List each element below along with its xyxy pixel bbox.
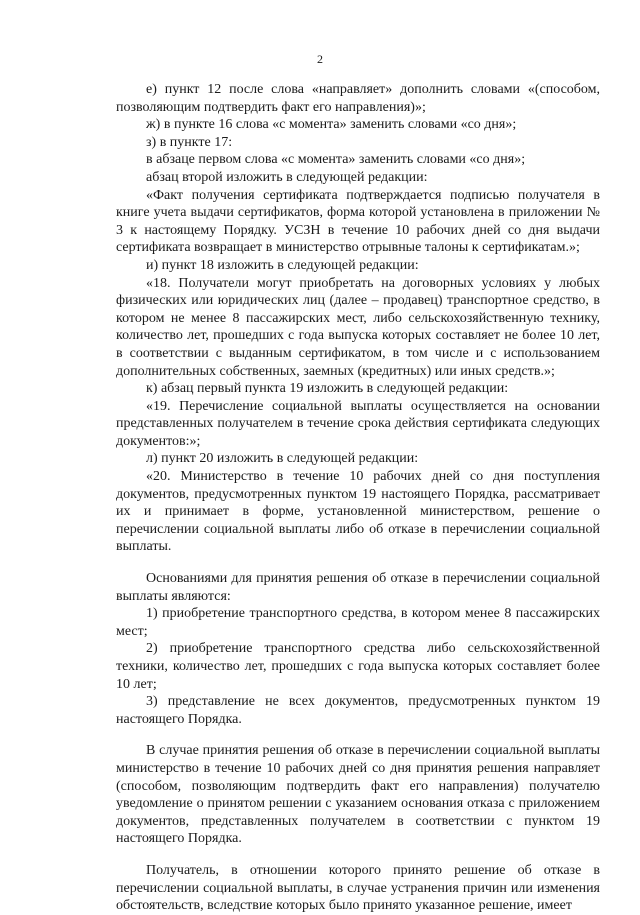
paragraph: 2) приобретение транспортного средства либо сельскохозяйственной техники, количество лет, прошедших с года выпуска которых составляет более 10 лет; <box>116 641 600 692</box>
paragraph: Получатель, в отношении которого принято решение об отказе в перечислении социальной выплаты, в случае устранения причин или изменения обстоятельств, вследствие которых было принято указанное решение, имеет <box>116 862 600 914</box>
paragraph: и) пункт 18 изложить в следующей редакции: <box>146 257 419 273</box>
paragraph: Основаниями для принятия решения об отказе в перечислении социальной выплаты являются: <box>116 571 600 604</box>
paragraph: «20. Министерство в течение 10 рабочих дней со дня поступления документов, предусмотренных пунктом 19 настоящего Порядка, рассматривает их и принимает в форме, установленной министерством, решение о перечислении социальной выплаты либо об отказе в перечислении социальной выплаты. <box>116 469 600 555</box>
document-body <box>116 81 600 915</box>
paragraph: «Факт получения сертификата подтверждается подписью получателя в книге учета выдачи сертификатов, форма которой установлена в приложении № 3 к настоящему Порядку. УСЗН в течение 10 рабочих дней со дня выдачи сертификата возвращает в министерство отрывные талоны к сертификатам.»; <box>116 187 600 256</box>
paragraph: л) пункт 20 изложить в следующей редакции: <box>146 451 419 467</box>
paragraph: В случае принятия решения об отказе в перечислении социальной выплаты министерство в течение 10 рабочих дней со дня принятия решения направляет (способом, позволяющим подтвердить факт его направления) получателю уведомление о принятом решении с указанием основания отказа с приложением документов, представленных получателем в соответствии с пунктом 19 настоящего Порядка. <box>116 743 600 847</box>
page-number: 2 <box>317 52 323 66</box>
paragraph: в абзаце первом слова «с момента» заменить словами «со дня»; <box>146 152 526 168</box>
paragraph: е) пункт 12 после слова «направляет» дополнить словами «(способом, позволяющим подтвердить факт его направления)»; <box>116 82 600 115</box>
paragraph: з) в пункте 17: <box>146 134 233 150</box>
paragraph: ж) в пункте 16 слова «с момента» заменить словами «со дня»; <box>146 117 517 133</box>
paragraph: абзац второй изложить в следующей редакции: <box>146 169 428 185</box>
paragraph: 1) приобретение транспортного средства, в котором менее 8 пассажирских мест; <box>116 606 600 639</box>
paragraph: «18. Получатели могут приобретать на договорных условиях у любых физических или юридических лиц (далее – продавец) транспортное средство, в котором не менее 8 пассажирских мест, либо сельскохозяйственную технику, количество лет, прошедших с года выпуска которых составляет не более 10 лет, в соответствии с выданным сертификатом, в том числе и с использованием дополнительных собственных, заемных (кредитных) или иных средств.»; <box>116 275 600 379</box>
paragraph: «19. Перечисление социальной выплаты осуществляется на основании представленных получателем в течение срока действия сертификата следующих документов:»; <box>116 398 600 449</box>
paragraph: к) абзац первый пункта 19 изложить в следующей редакции: <box>146 381 509 397</box>
paragraph: 3) представление не всех документов, предусмотренных пунктом 19 настоящего Порядка. <box>116 694 600 727</box>
